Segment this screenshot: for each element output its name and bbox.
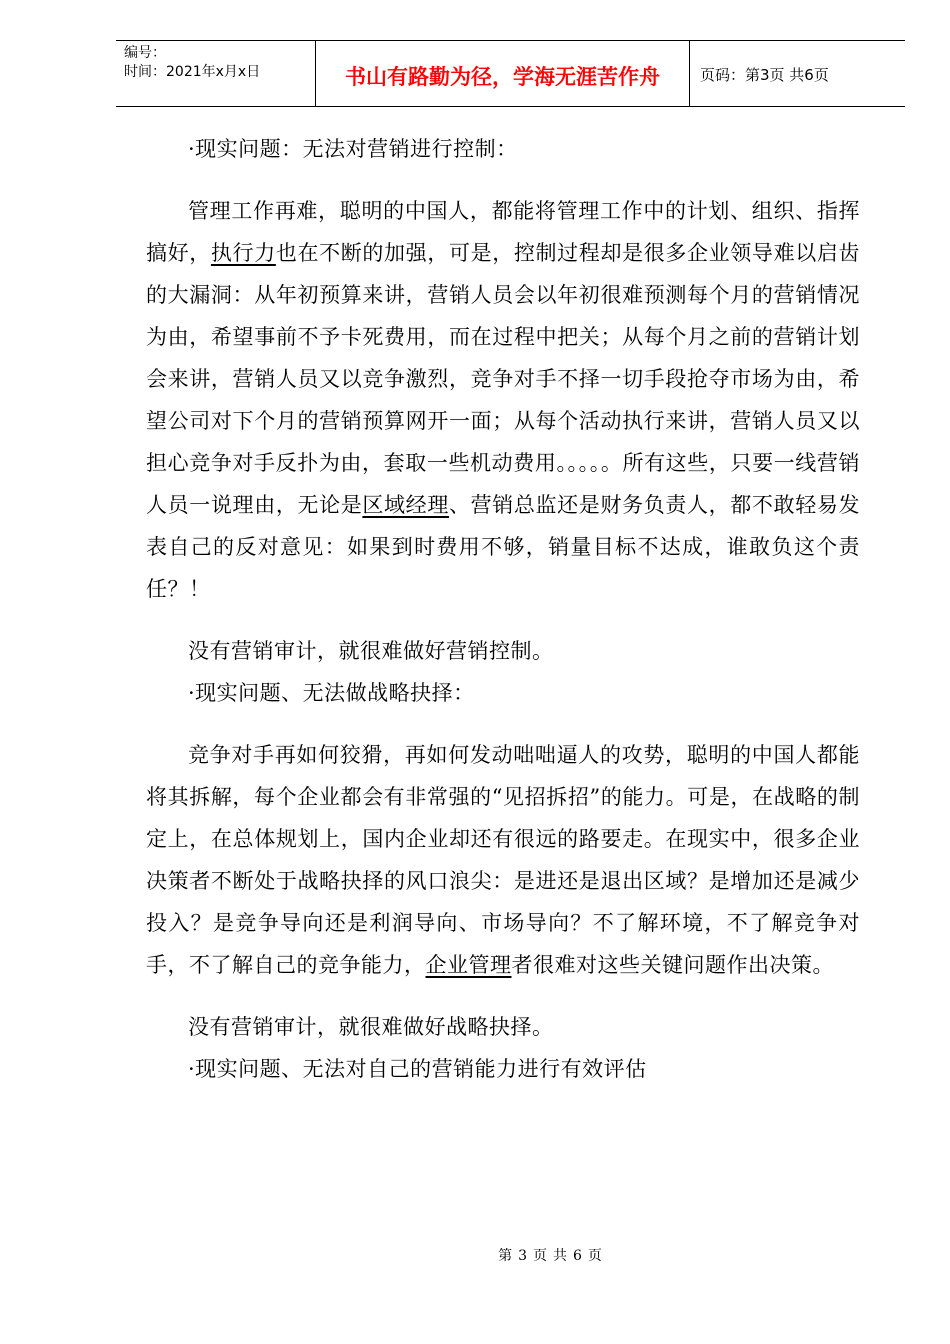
paragraph-conclusion-control: 没有营销审计，就很难做好营销控制。: [188, 639, 554, 663]
text-run: 、营销总监还是财务负责人，都不敢轻易发表自己的反对意见：如果到时费用不够，销量目标不达成，谁敢负这个责任？！: [146, 493, 860, 601]
link-execution[interactable]: 执行力: [210, 241, 276, 265]
paragraph-conclusion-strategy: 没有营销审计，就很难做好战略抉择。: [188, 1015, 554, 1039]
header-page-info: 页码：第3页 共6页: [700, 66, 829, 84]
footer-word: 共: [553, 1248, 567, 1264]
footer-word: 页: [587, 1248, 602, 1264]
time-label: 时间：2021年x月x日: [124, 64, 261, 80]
paragraph-control: [146, 190, 860, 610]
header-motto: 书山有路勤为径，学海无涯苦作舟: [316, 41, 690, 106]
paragraph-strategy: [146, 734, 860, 986]
section-heading-strategy: ·现实问题、无法做战略抉择：: [188, 681, 475, 705]
footer-page-number: 3: [518, 1248, 527, 1264]
footer-word: 页: [533, 1248, 547, 1264]
section-heading-control: ·现实问题：无法对营销进行控制：: [188, 137, 518, 161]
footer-total-pages: 6: [573, 1248, 582, 1264]
text-run: 者很难对这些关键问题作出决策。: [511, 953, 834, 977]
number-label: 编号：: [124, 45, 166, 61]
link-regional-manager[interactable]: 区域经理: [362, 493, 449, 517]
section-heading-evaluation: ·现实问题、无法对自己的营销能力进行有效评估: [188, 1057, 647, 1081]
text-run: 也在不断的加强，可是，控制过程却是很多企业领导难以启齿的大漏洞：从年初预算来讲，营销人员会以年初很难预测每个月的营销情况为由，希望事前不予卡死费用，而在过程中把关；从每个月之前的营销计划会来讲，营销人员又以竞争激烈，竞争对手不择一切手段抢夺市场为由，希望公司对下个月的营销预算网开一面；从每个活动执行来讲，营销人员又以担心竞争对手反扑为由，套取一些机动费用。。。。。所有这些，只要一线营销人员一说理由，无论是: [146, 241, 860, 517]
document-body: [146, 128, 860, 1090]
page-header: [116, 40, 905, 107]
header-meta-cell: [116, 41, 316, 106]
page-footer: [0, 1245, 950, 1265]
text-run: 竞争对手再如何狡猾，再如何发动咄咄逼人的攻势，聪明的中国人都能将其拆解，每个企业都会有非常强的“见招拆招”的能力。可是，在战略的制定上，在总体规划上，国内企业却还有很远的路要走。在现实中，很多企业决策者不断处于战略抉择的风口浪尖：是进还是退出区域？是增加还是减少投入？是竞争导向还是利润导向、市场导向？不了解环境，不了解竞争对手，不了解自己的竞争能力，: [146, 743, 860, 977]
link-enterprise-management[interactable]: 企业管理: [425, 953, 512, 977]
footer-word: 第: [498, 1248, 513, 1264]
text-run: 管理工作再难，聪明的中国人，都能将管理工作中的计划、组织、指挥搞好，: [146, 199, 860, 265]
